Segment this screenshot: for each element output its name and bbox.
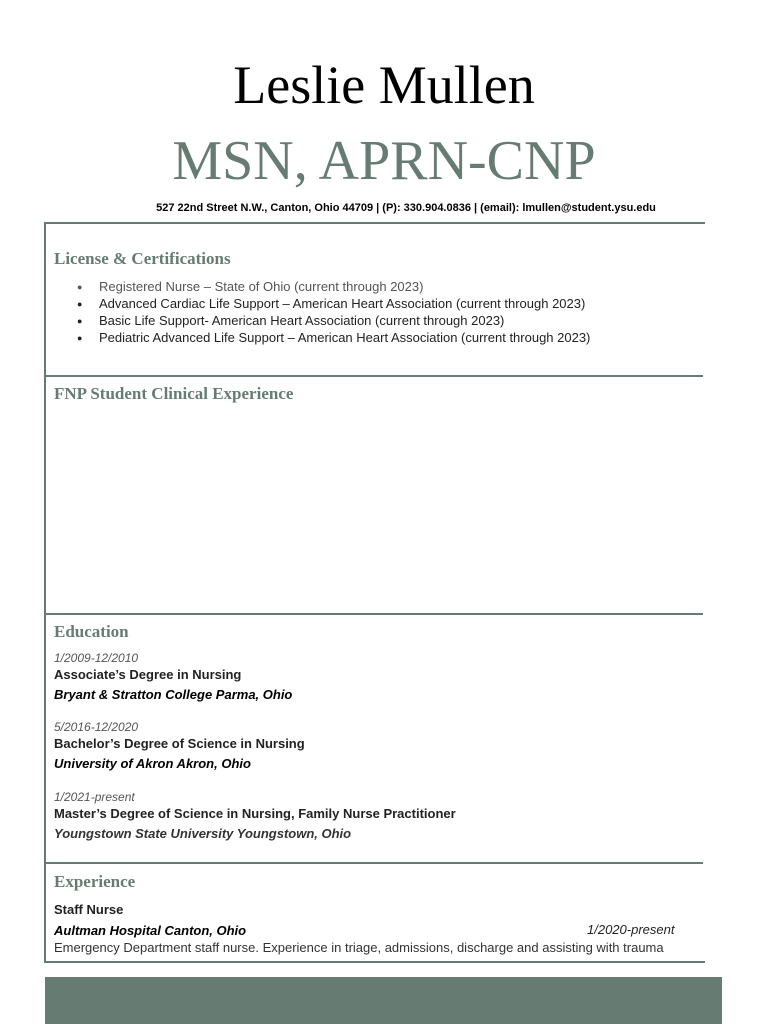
list-item: ● Advanced Cardiac Life Support – American Heart Association (current through 2023)	[99, 295, 590, 312]
section-divider	[44, 613, 703, 615]
education-degree: Bachelor’s Degree of Science in Nursing	[54, 736, 305, 751]
experience-entry	[54, 901, 694, 956]
education-date: 1/2009-12/2010	[54, 651, 139, 665]
education-degree: Associate’s Degree in Nursing	[54, 667, 242, 682]
education-degree: Master’s Degree of Science in Nursing, Family Nurse Practitioner	[54, 806, 456, 821]
resume-name: Leslie Mullen	[233, 55, 535, 115]
list-item: ● Registered Nurse – State of Ohio (current through 2023)	[99, 278, 590, 295]
resume-credentials: MSN, APRN-CNP	[172, 130, 596, 192]
experience-description: Emergency Department staff nurse. Experience in triage, admissions, discharge and assisting with trauma	[54, 940, 664, 955]
clinical-title: FNP Student Clinical Experience	[54, 384, 294, 403]
education-entry	[54, 790, 456, 842]
footer-band	[45, 977, 722, 1024]
licenses-list	[54, 278, 590, 346]
education-school: Youngstown State University Youngstown, Ohio	[54, 826, 352, 841]
education-school: Bryant & Stratton College Parma, Ohio	[54, 687, 293, 702]
contact-line: 527 22nd Street N.W., Canton, Ohio 44709 | (P): 330.904.0836 | (email): lmullen@student.ysu.edu	[156, 202, 656, 214]
education-date: 5/2016-12/2020	[54, 720, 139, 734]
experience-role: Staff Nurse	[54, 902, 124, 917]
education-school: University of Akron Akron, Ohio	[54, 756, 251, 771]
education-title: Education	[54, 622, 129, 641]
section-divider	[44, 375, 703, 377]
experience-title: Experience	[54, 872, 136, 891]
experience-employer: Aultman Hospital Canton, Ohio	[54, 923, 247, 938]
licenses-title: License & Certifications	[54, 249, 231, 268]
experience-period: 1/2020-present	[587, 922, 675, 937]
section-divider	[44, 862, 703, 864]
education-entry	[54, 651, 292, 703]
education-entry	[54, 720, 305, 772]
list-item: ● Basic Life Support- American Heart Association (current through 2023)	[99, 312, 590, 329]
list-item: ● Pediatric Advanced Life Support – American Heart Association (current through 2023)	[99, 329, 590, 346]
education-date: 1/2021-present	[54, 790, 135, 804]
